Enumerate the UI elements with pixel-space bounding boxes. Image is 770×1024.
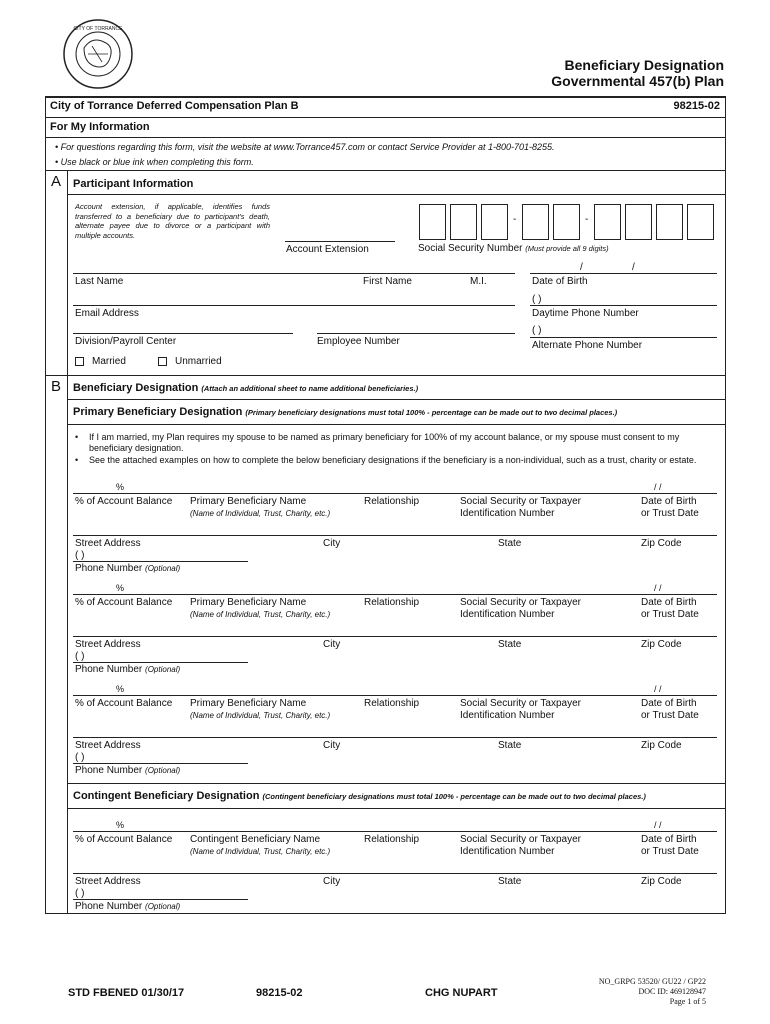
phone-paren: ( ) [75,550,85,561]
phone-line[interactable] [73,899,248,900]
phone-label [75,563,180,574]
ssn-tax-label-2: Identification Number [460,710,555,721]
bullet-examples [75,455,717,466]
division-line[interactable] [73,333,293,334]
state-label: State [498,876,522,887]
percent-sign: % [116,482,125,492]
seal-text: CITY OF TORRANCE [73,26,123,32]
optional-note: (Optional) [145,902,181,911]
beneficiary-name-label: Primary Beneficiary Name [190,597,307,608]
ssn-digit-8[interactable] [656,204,683,240]
bullet-dot: • [75,432,79,442]
ssn-digit-1[interactable] [419,204,446,240]
employee-number-line[interactable] [317,333,515,334]
for-my-information: For My Information [50,121,150,133]
contingent-title [73,790,646,802]
date-slashes: / / [654,583,662,593]
form-subtitle: Governmental 457(b) Plan [551,73,724,89]
phone-label-text: Phone Number [75,765,143,776]
footer-plan-number: 98215-02 [256,987,303,999]
frame-top [45,96,726,98]
address-line[interactable] [73,636,717,637]
phone-label [75,664,180,675]
divider [45,375,726,376]
ssn-digit-3[interactable] [481,204,508,240]
phone-label [75,901,180,912]
contingent-note: (Contingent beneficiary designations must total 100% - percentage can be made out to two decimal places.) [262,792,646,801]
unmarried-checkbox[interactable] [158,357,167,366]
daytime-phone-line[interactable] [530,305,717,306]
unmarried-label: Unmarried [175,356,222,367]
dob-label: Date of Birth [641,834,697,845]
phone-line[interactable] [73,561,248,562]
bullet-examples-text: See the attached examples on how to complete the below beneficiary designations if the beneficiary is a non-individual, such as a trust, charity or estate. [89,455,697,465]
city-label: City [323,538,341,549]
date-slashes: / / [654,684,662,694]
address-line[interactable] [73,535,717,536]
ssn-dash: - [585,214,589,225]
section-b-title [73,382,418,394]
date-slashes: / / [654,820,662,830]
name-note: (Name of Individual, Trust, Charity, etc.) [190,610,331,619]
plan-number: 98215-02 [673,100,720,112]
phone-label-text: Phone Number [75,563,143,574]
divider [45,117,726,118]
city-label: City [323,876,341,887]
dob-slash-2: / [632,262,635,273]
date-slashes: / / [654,482,662,492]
trust-date-label: or Trust Date [641,508,699,519]
dob-label: Date of Birth [532,276,588,287]
percent-sign: % [116,583,125,593]
street-label: Street Address [75,876,141,887]
pct-balance-label: % of Account Balance [75,597,173,608]
alt-phone-label: Alternate Phone Number [532,340,643,351]
married-label: Married [92,356,126,367]
footer-page: Page 1 of 5 [669,997,706,1006]
daytime-phone-paren: ( ) [532,294,542,305]
unmarried-option[interactable] [158,356,222,367]
phone-paren: ( ) [75,752,85,763]
ssn-digit-5[interactable] [553,204,580,240]
frame-left [45,96,46,913]
optional-note: (Optional) [145,564,181,573]
divider [45,137,726,138]
email-label: Email Address [75,308,139,319]
frame-right [725,96,726,913]
ssn-dash: - [513,214,517,225]
account-extension-line[interactable] [285,241,395,242]
trust-date-label: or Trust Date [641,846,699,857]
ssn-tax-label-2: Identification Number [460,609,555,620]
address-line[interactable] [73,737,717,738]
city-seal-logo [62,18,134,90]
divider [67,783,725,784]
divider [45,170,726,171]
phone-line[interactable] [73,662,248,663]
alt-phone-line[interactable] [530,337,717,338]
last-name-label: Last Name [75,276,124,287]
optional-note: (Optional) [145,766,181,775]
dob-label: Date of Birth [641,698,697,709]
zip-label: Zip Code [641,538,682,549]
section-b-note: (Attach an additional sheet to name additional beneficiaries.) [201,384,419,393]
section-a-letter: A [51,173,62,190]
ssn-tax-label-2: Identification Number [460,508,555,519]
first-name-label: First Name [363,276,412,287]
married-checkbox[interactable] [75,357,84,366]
dob-line[interactable] [530,273,717,274]
zip-label: Zip Code [641,876,682,887]
street-label: Street Address [75,740,141,751]
dob-label: Date of Birth [641,496,697,507]
relationship-label: Relationship [364,698,420,709]
percent-sign: % [116,684,125,694]
section-divider [67,170,68,375]
ssn-tax-label-2: Identification Number [460,846,555,857]
phone-label-text: Phone Number [75,664,143,675]
name-note: (Name of Individual, Trust, Charity, etc.) [190,847,331,856]
state-label: State [498,639,522,650]
ssn-tax-label: Social Security or Taxpayer [460,496,581,507]
dob-slash-1: / [580,262,583,273]
relationship-label: Relationship [364,496,420,507]
beneficiary-entry-line[interactable] [73,594,717,595]
section-b-title-text: Beneficiary Designation [73,382,199,394]
pct-balance-label: % of Account Balance [75,496,173,507]
beneficiary-entry-line[interactable] [73,695,717,696]
employee-number-label: Employee Number [317,336,400,347]
name-note: (Name of Individual, Trust, Charity, etc.) [190,509,331,518]
dob-label: Date of Birth [641,597,697,608]
section-a-title: Participant Information [73,178,194,190]
ssn-label [418,243,609,254]
account-extension-label: Account Extension [286,244,369,255]
daytime-phone-label: Daytime Phone Number [532,308,639,319]
beneficiary-name-label: Primary Beneficiary Name [190,496,307,507]
bullet-married-text: If I am married, my Plan requires my spouse to be named as primary beneficiary for 100% of my account balance, or my spouse must consent to my beneficiary designation. [89,432,680,453]
email-line[interactable] [73,305,515,306]
optional-note: (Optional) [145,665,181,674]
ssn-digit-4[interactable] [522,204,549,240]
name-note: (Name of Individual, Trust, Charity, etc.) [190,711,331,720]
zip-label: Zip Code [641,639,682,650]
ssn-digit-9[interactable] [687,204,714,240]
ssn-tax-label: Social Security or Taxpayer [460,834,581,845]
phone-label-text: Phone Number [75,901,143,912]
percent-sign: % [116,820,125,830]
footer-refs [599,977,706,1007]
bullet-married [75,432,717,454]
plan-name: City of Torrance Deferred Compensation Plan B [50,100,299,112]
note-ink: • Use black or blue ink when completing this form. [55,157,254,167]
beneficiary-name-label: Contingent Beneficiary Name [190,834,321,845]
alt-phone-paren: ( ) [532,325,542,336]
married-option[interactable] [75,356,126,367]
city-label: City [323,740,341,751]
street-label: Street Address [75,538,141,549]
ssn-label-text: Social Security Number [418,243,523,254]
ssn-digit-2[interactable] [450,204,477,240]
form-title: Beneficiary Designation [564,57,724,73]
ssn-note: (Must provide all 9 digits) [525,244,609,253]
phone-paren: ( ) [75,651,85,662]
beneficiary-name-label: Primary Beneficiary Name [190,698,307,709]
divider [67,399,725,400]
frame-bottom [45,913,726,914]
note-questions: • For questions regarding this form, visit the website at www.Torrance457.com or contact Service Provider at 1-800-701-8255. [55,142,555,152]
section-b-letter: B [51,378,62,395]
section-divider [67,375,68,913]
phone-label [75,765,180,776]
contingent-title-text: Contingent Beneficiary Designation [73,790,260,802]
primary-title [73,406,617,418]
relationship-label: Relationship [364,597,420,608]
city-label: City [323,639,341,650]
trust-date-label: or Trust Date [641,710,699,721]
trust-date-label: or Trust Date [641,609,699,620]
street-label: Street Address [75,639,141,650]
footer-doc-id: DOC ID: 469128947 [638,987,706,996]
phone-line[interactable] [73,763,248,764]
pct-balance-label: % of Account Balance [75,834,173,845]
account-extension-note: Account extension, if applicable, identifies funds transferred to a beneficiary due to participant's death, alternate payee due to divorce or a participant with multiple accounts. [75,202,270,240]
primary-note: (Primary beneficiary designations must total 100% - percentage can be made out to two decimal places.) [245,408,618,417]
address-line[interactable] [73,873,717,874]
footer-ref-1: NO_GRPG 53520/ GU22 / GP22 [598,977,706,986]
divider [67,424,725,425]
footer-chg: CHG NUPART [425,987,498,999]
ssn-digit-6[interactable] [594,204,621,240]
name-line[interactable] [73,273,515,274]
ssn-digit-7[interactable] [625,204,652,240]
bullet-dot: • [75,455,79,465]
ssn-tax-label: Social Security or Taxpayer [460,597,581,608]
divider [67,194,725,195]
division-label: Division/Payroll Center [75,336,177,347]
primary-title-text: Primary Beneficiary Designation [73,406,243,418]
state-label: State [498,740,522,751]
ssn-tax-label: Social Security or Taxpayer [460,698,581,709]
footer-form-code: STD FBENED 01/30/17 [68,987,185,999]
state-label: State [498,538,522,549]
beneficiary-entry-line[interactable] [73,493,717,494]
pct-balance-label: % of Account Balance [75,698,173,709]
zip-label: Zip Code [641,740,682,751]
mi-label: M.I. [470,276,487,287]
relationship-label: Relationship [364,834,420,845]
phone-paren: ( ) [75,888,85,899]
beneficiary-entry-line[interactable] [73,831,717,832]
divider [67,808,725,809]
